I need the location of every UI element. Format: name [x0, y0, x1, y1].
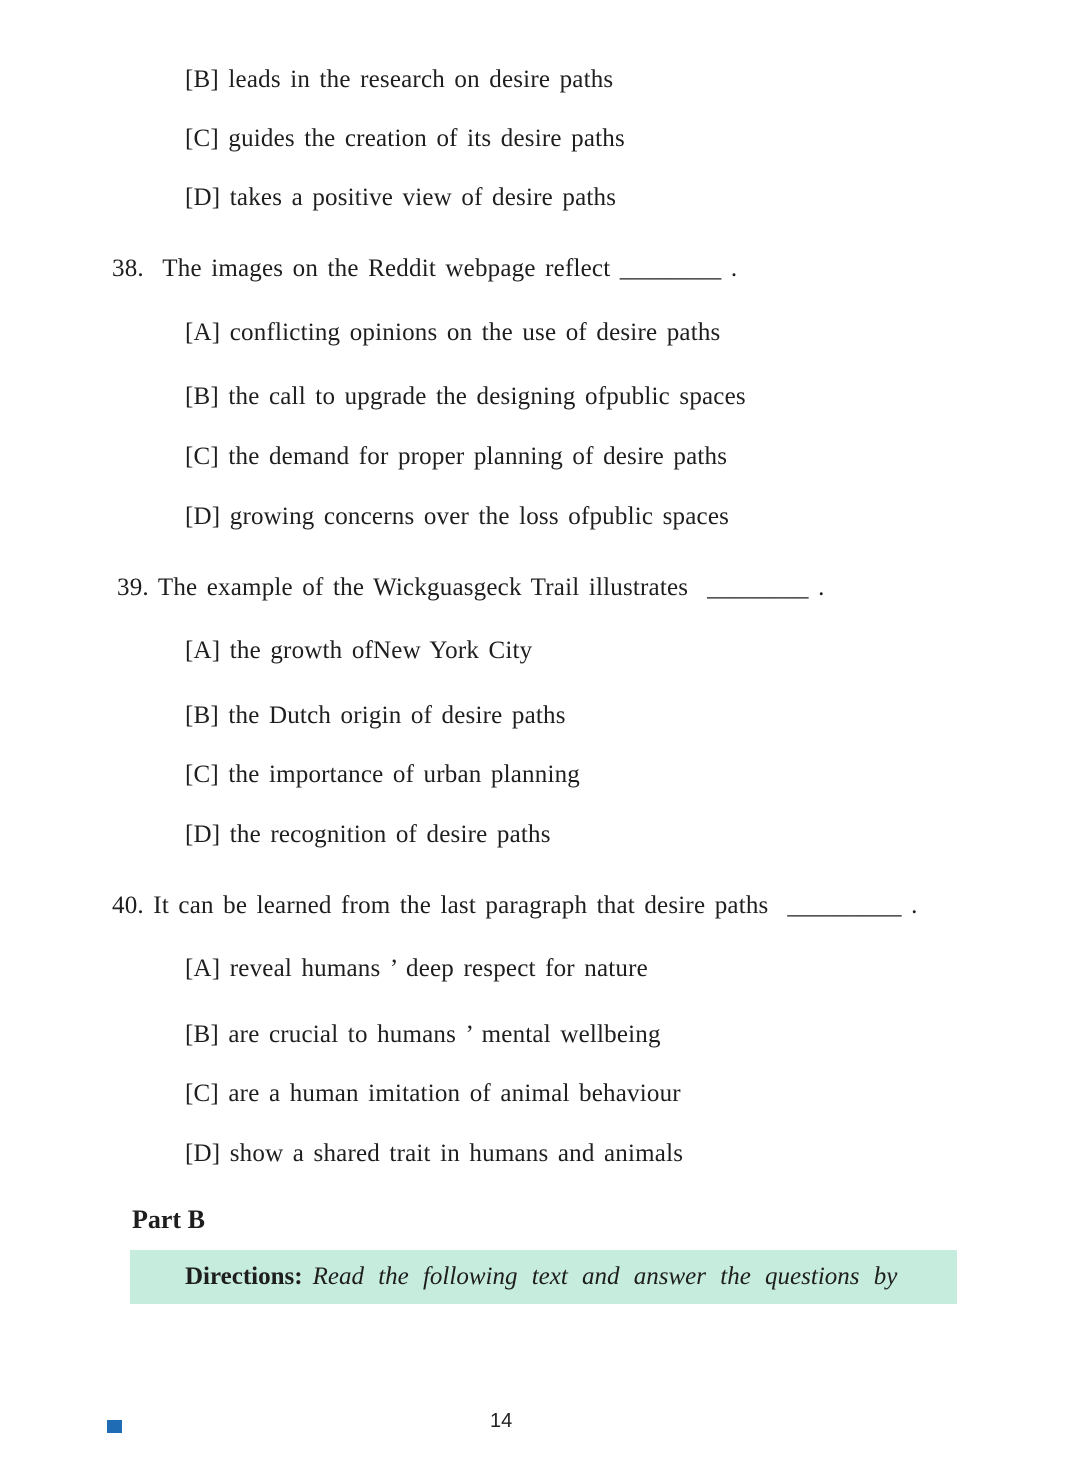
- question-40-stem: 40. It can be learned from the last paragraph that desire paths _________ .: [112, 892, 918, 919]
- q38-option-d: [D] growing concerns over the loss ofpublic spaces: [185, 503, 730, 530]
- q37-option-c: [C] guides the creation of its desire paths: [185, 125, 625, 152]
- q39-option-b: [B] the Dutch origin of desire paths: [185, 702, 566, 729]
- directions-label: Directions:: [185, 1263, 303, 1290]
- part-b-heading: Part B: [132, 1205, 205, 1234]
- q40-option-d: [D] show a shared trait in humans and animals: [185, 1140, 684, 1167]
- question-39-stem: 39. The example of the Wickguasgeck Trail illustrates ________ .: [117, 574, 825, 601]
- q39-option-d: [D] the recognition of desire paths: [185, 821, 551, 848]
- blue-square-marker: [107, 1420, 122, 1433]
- directions-highlight-bar: [130, 1250, 957, 1304]
- question-38-stem: 38. The images on the Reddit webpage reflect ________ .: [112, 255, 738, 282]
- q39-option-c: [C] the importance of urban planning: [185, 761, 581, 788]
- q37-option-d: [D] takes a positive view of desire paths: [185, 184, 617, 211]
- q39-option-a: [A] the growth ofNew York City: [185, 637, 533, 664]
- directions-text: Read the following text and answer the questions by: [312, 1263, 898, 1290]
- q38-option-b: [B] the call to upgrade the designing ofpublic spaces: [185, 383, 746, 410]
- page-number: 14: [490, 1410, 513, 1432]
- q38-option-c: [C] the demand for proper planning of desire paths: [185, 443, 728, 470]
- q40-option-c: [C] are a human imitation of animal behaviour: [185, 1080, 681, 1107]
- q40-option-a: [A] reveal humans ’ deep respect for nature: [185, 955, 648, 982]
- q40-option-b: [B] are crucial to humans ’ mental wellbeing: [185, 1021, 661, 1048]
- q38-option-a: [A] conflicting opinions on the use of desire paths: [185, 319, 721, 346]
- q37-option-b: [B] leads in the research on desire paths: [185, 66, 614, 93]
